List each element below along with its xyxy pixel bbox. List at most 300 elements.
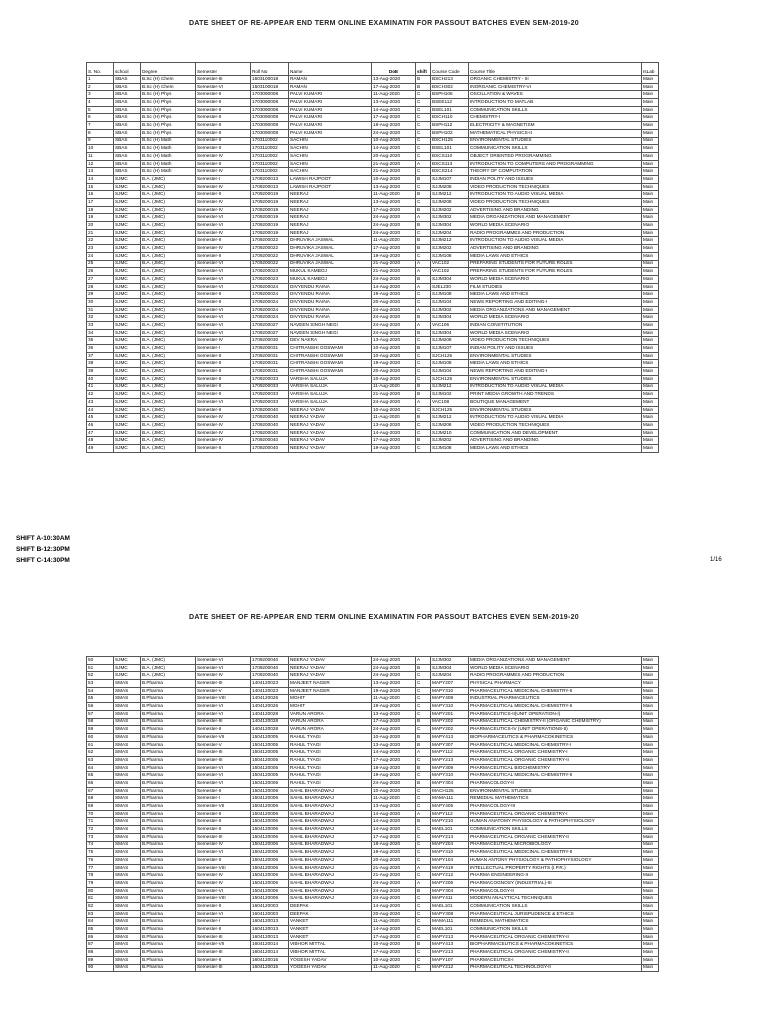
cell-shift: C bbox=[416, 406, 431, 414]
cell-course-title: COMMUNICATION AND DEVELOPMENT bbox=[469, 429, 642, 437]
cell-semester: Semester-II bbox=[196, 137, 251, 145]
cell-doe: 10-Aug-2020 bbox=[372, 787, 416, 795]
cell-school: SJMC bbox=[114, 383, 141, 391]
cell-sno: 6 bbox=[87, 114, 114, 122]
cell-roll-no: 1709200040 bbox=[251, 657, 289, 665]
cell-semester: Semester-VIII bbox=[196, 695, 251, 703]
cell-semester: Semester-II bbox=[196, 237, 251, 245]
table-row bbox=[87, 887, 659, 895]
cell-islab: Main bbox=[642, 664, 659, 672]
table-row bbox=[87, 99, 659, 107]
cell-shift: C bbox=[416, 856, 431, 864]
cell-degree: B.A. (JMC) bbox=[141, 368, 196, 376]
cell-shift: A bbox=[416, 398, 431, 406]
cell-semester: Semester-II bbox=[196, 810, 251, 818]
cell-course-title: INTRODUCTION TO COMPUTERS AND PROGRAMMING bbox=[469, 160, 642, 168]
document-page-2 bbox=[0, 600, 768, 1024]
cell-roll-no: 1404120028 bbox=[251, 710, 289, 718]
cell-sno: 29 bbox=[87, 291, 114, 299]
cell-islab: Main bbox=[642, 895, 659, 903]
cell-school: SMAS bbox=[114, 764, 141, 772]
cell-name: CHITRANSHI GOSWAMI bbox=[289, 368, 372, 376]
cell-semester: Semester-III bbox=[196, 680, 251, 688]
cell-sno: 50 bbox=[87, 657, 114, 665]
cell-course-title: VIDEO PRODUCTION TECHNIQUES bbox=[469, 337, 642, 345]
cell-doe: 24-Aug-2020 bbox=[372, 329, 416, 337]
cell-roll-no: 1504120005 bbox=[251, 733, 289, 741]
cell-roll-no: 1709200033 bbox=[251, 398, 289, 406]
cell-course-code: MAPY112 bbox=[431, 810, 469, 818]
cell-shift: C bbox=[416, 910, 431, 918]
table-row bbox=[87, 83, 659, 91]
cell-course-title: MEDIA ORGANIZATIONS AND MANAGEMENT bbox=[469, 306, 642, 314]
cell-shift: C bbox=[416, 199, 431, 207]
cell-course-title: THEORY OF COMPUTATION bbox=[469, 168, 642, 176]
cell-course-title: ENVIRONMENTAL STUDIES bbox=[469, 406, 642, 414]
cell-semester: Semester-II bbox=[196, 726, 251, 734]
cell-islab: Main bbox=[642, 237, 659, 245]
cell-course-title: PHARMACEUTICAL MEDICINAL CHEMISTRY-II bbox=[469, 772, 642, 780]
cell-school: SMAS bbox=[114, 718, 141, 726]
cell-islab: Main bbox=[642, 252, 659, 260]
cell-sno: 88 bbox=[87, 949, 114, 957]
cell-course-title: WORLD MEDIA SCENARIO bbox=[469, 329, 642, 337]
cell-course-code: SJJM102 bbox=[431, 391, 469, 399]
table-row bbox=[87, 368, 659, 376]
cell-sno: 65 bbox=[87, 772, 114, 780]
table-row bbox=[87, 406, 659, 414]
cell-islab: Main bbox=[642, 695, 659, 703]
cell-sno: 41 bbox=[87, 383, 114, 391]
table-row bbox=[87, 680, 659, 688]
cell-shift: C bbox=[416, 687, 431, 695]
cell-sno: 9 bbox=[87, 137, 114, 145]
cell-shift: C bbox=[416, 756, 431, 764]
cell-semester: Semester-II bbox=[196, 826, 251, 834]
cell-degree: B.Sc (H) Phys bbox=[141, 122, 196, 130]
cell-semester: Semester-VI bbox=[196, 657, 251, 665]
cell-course-title: INDIAN POLITY AND ISSUES bbox=[469, 175, 642, 183]
table-row bbox=[87, 329, 659, 337]
cell-degree: B.A. (JMC) bbox=[141, 329, 196, 337]
cell-school: SMAS bbox=[114, 964, 141, 972]
cell-course-title: PHARMACEUTICAL MEDICINAL CHEMISTRY-II bbox=[469, 849, 642, 857]
cell-semester: Semester-II bbox=[196, 818, 251, 826]
cell-course-code: SJJM104 bbox=[431, 298, 469, 306]
cell-course-title: ENVIRONMENTAL STUDIES bbox=[469, 137, 642, 145]
cell-course-title: ADVERTISING AND BRANDING bbox=[469, 245, 642, 253]
cell-islab: Main bbox=[642, 352, 659, 360]
cell-degree: B.Pharma bbox=[141, 733, 196, 741]
cell-name: RAHUL TYAGI bbox=[289, 733, 372, 741]
table-row bbox=[87, 949, 659, 957]
cell-roll-no: 1504120006 bbox=[251, 826, 289, 834]
cell-school: SMAS bbox=[114, 879, 141, 887]
cell-semester: Semester-IV bbox=[196, 337, 251, 345]
cell-sno: 53 bbox=[87, 680, 114, 688]
cell-degree: B.A. (JMC) bbox=[141, 437, 196, 445]
cell-course-code: MAPY413 bbox=[431, 941, 469, 949]
cell-course-title: HUMAN ANTONY PHYSIOLOGY & PATHOPHYSIOLOGY bbox=[469, 856, 642, 864]
cell-roll-no: 1709200024 bbox=[251, 306, 289, 314]
cell-semester: Semester-VI bbox=[196, 780, 251, 788]
cell-islab: Main bbox=[642, 383, 659, 391]
cell-school: SMAS bbox=[114, 887, 141, 895]
cell-roll-no: 1709200013 bbox=[251, 175, 289, 183]
table-row bbox=[87, 76, 659, 84]
cell-sno: 77 bbox=[87, 864, 114, 872]
cell-shift: B bbox=[416, 206, 431, 214]
cell-sno: 73 bbox=[87, 833, 114, 841]
cell-semester: Semester-II bbox=[196, 383, 251, 391]
cell-name: SAHIL BHARADWAJ bbox=[289, 810, 372, 818]
cell-school: SMAS bbox=[114, 895, 141, 903]
cell-course-title: PHARMACOLOGY-II bbox=[469, 780, 642, 788]
cell-doe: 11-Aug-2020 bbox=[372, 383, 416, 391]
table-row bbox=[87, 841, 659, 849]
table-row bbox=[87, 375, 659, 383]
table-row bbox=[87, 137, 659, 145]
cell-course-code: SJCH125 bbox=[431, 352, 469, 360]
cell-islab: Main bbox=[642, 214, 659, 222]
cell-course-title: OSCILLATION & WAVES bbox=[469, 91, 642, 99]
cell-name: NEERAJ YADAV bbox=[289, 445, 372, 453]
cell-semester: Semester-II bbox=[196, 114, 251, 122]
cell-name: VARUN ARORA bbox=[289, 718, 372, 726]
cell-doe: 13-Aug-2020 bbox=[372, 199, 416, 207]
cell-roll-no: 1504120006 bbox=[251, 887, 289, 895]
cell-islab: Main bbox=[642, 926, 659, 934]
cell-degree: B.Sc (H) Phys bbox=[141, 129, 196, 137]
cell-roll-no: 1709200013 bbox=[251, 183, 289, 191]
cell-roll-no: 1504120005 bbox=[251, 741, 289, 749]
cell-name: SACHIN bbox=[289, 160, 372, 168]
cell-roll-no: 1504120006 bbox=[251, 787, 289, 795]
cell-course-title: COMMUNICATION SKILLS bbox=[469, 106, 642, 114]
table-row bbox=[87, 856, 659, 864]
cell-semester: Semester-IV bbox=[196, 672, 251, 680]
cell-sno: 57 bbox=[87, 710, 114, 718]
cell-shift: C bbox=[416, 803, 431, 811]
cell-sno: 83 bbox=[87, 910, 114, 918]
cell-doe: 14-Aug-2020 bbox=[372, 810, 416, 818]
cell-roll-no: 1504120006 bbox=[251, 872, 289, 880]
cell-roll-no: 1703090008 bbox=[251, 99, 289, 107]
cell-islab: Main bbox=[642, 368, 659, 376]
cell-doe: 14-Aug-2020 bbox=[372, 106, 416, 114]
cell-semester: Semester-VI bbox=[196, 260, 251, 268]
cell-name: NEERAJ YADAV bbox=[289, 429, 372, 437]
cell-school: SJMC bbox=[114, 368, 141, 376]
table-row bbox=[87, 291, 659, 299]
cell-shift: B bbox=[416, 345, 431, 353]
cell-sno: 39 bbox=[87, 368, 114, 376]
cell-degree: B.Pharma bbox=[141, 949, 196, 957]
cell-degree: B.Pharma bbox=[141, 933, 196, 941]
cell-shift: B bbox=[416, 664, 431, 672]
cell-course-code: SJJM108 bbox=[431, 445, 469, 453]
cell-name: CHITRANSHI GOSWAMI bbox=[289, 360, 372, 368]
cell-sno: 87 bbox=[87, 941, 114, 949]
cell-school: SMAS bbox=[114, 772, 141, 780]
cell-course-code: MAPY207 bbox=[431, 680, 469, 688]
cell-course-code: SJJM208 bbox=[431, 337, 469, 345]
cell-islab: Main bbox=[642, 91, 659, 99]
cell-doe: 24-Aug-2020 bbox=[372, 879, 416, 887]
cell-course-code: VAC102 bbox=[431, 260, 469, 268]
cell-shift: C bbox=[416, 421, 431, 429]
header-school: school bbox=[114, 63, 141, 76]
cell-school: SMAS bbox=[114, 818, 141, 826]
cell-school: SMAS bbox=[114, 903, 141, 911]
cell-sno: 58 bbox=[87, 718, 114, 726]
cell-name: VANKET bbox=[289, 933, 372, 941]
cell-shift: A bbox=[416, 749, 431, 757]
cell-course-title: PHARMACEUTICAL MICROBIOLOGY bbox=[469, 841, 642, 849]
cell-roll-no: 1709200022 bbox=[251, 245, 289, 253]
cell-shift: C bbox=[416, 903, 431, 911]
cell-name: SAHIL BHARADWAJ bbox=[289, 895, 372, 903]
cell-sno: 19 bbox=[87, 214, 114, 222]
cell-shift: B bbox=[416, 718, 431, 726]
table-body bbox=[87, 76, 659, 453]
cell-degree: B.A. (JMC) bbox=[141, 421, 196, 429]
cell-degree: B.A. (JMC) bbox=[141, 306, 196, 314]
cell-degree: B.Pharma bbox=[141, 680, 196, 688]
cell-sno: 40 bbox=[87, 375, 114, 383]
cell-sno: 11 bbox=[87, 152, 114, 160]
cell-course-code: MAPY212 bbox=[431, 964, 469, 972]
cell-islab: Main bbox=[642, 145, 659, 153]
cell-course-code: MAPY112 bbox=[431, 749, 469, 757]
cell-sno: 17 bbox=[87, 199, 114, 207]
cell-degree: B.A. (JMC) bbox=[141, 322, 196, 330]
table-row bbox=[87, 337, 659, 345]
cell-doe: 14-Aug-2020 bbox=[372, 429, 416, 437]
header-degree: Degree bbox=[141, 63, 196, 76]
cell-roll-no: 1404120028 bbox=[251, 718, 289, 726]
header-course-code: Course Code bbox=[431, 63, 469, 76]
cell-course-code: SJJM212 bbox=[431, 414, 469, 422]
cell-shift: C bbox=[416, 229, 431, 237]
cell-shift: C bbox=[416, 252, 431, 260]
cell-degree: B.Pharma bbox=[141, 856, 196, 864]
cell-course-title: BOUTIQUE MANAGEMENT bbox=[469, 398, 642, 406]
table-row bbox=[87, 275, 659, 283]
cell-course-code: BSCH302 bbox=[431, 83, 469, 91]
cell-shift: A bbox=[416, 214, 431, 222]
cell-islab: Main bbox=[642, 199, 659, 207]
cell-school: SJMC bbox=[114, 275, 141, 283]
table-row bbox=[87, 183, 659, 191]
cell-sno: 64 bbox=[87, 764, 114, 772]
cell-roll-no: 1504120005 bbox=[251, 756, 289, 764]
cell-course-title: WORLD MEDIA SCENARIO bbox=[469, 222, 642, 230]
cell-sno: 62 bbox=[87, 749, 114, 757]
cell-course-title: ADVERTISING AND BRANDING bbox=[469, 437, 642, 445]
cell-course-code: SJJM302 bbox=[431, 214, 469, 222]
cell-doe: 10-Aug-2020 bbox=[372, 733, 416, 741]
table-row bbox=[87, 910, 659, 918]
cell-degree: B.A. (JMC) bbox=[141, 383, 196, 391]
cell-course-title: PHARMACEUTICAL ORGANIC CHEMISTRY-II bbox=[469, 833, 642, 841]
cell-course-code: SJJM108 bbox=[431, 360, 469, 368]
cell-school: SMAS bbox=[114, 849, 141, 857]
cell-degree: B.A. (JMC) bbox=[141, 222, 196, 230]
cell-islab: Main bbox=[642, 726, 659, 734]
cell-course-title: PHARMACEUTICAL ORGANIC CHEMISTRY-I bbox=[469, 749, 642, 757]
cell-islab: Main bbox=[642, 741, 659, 749]
cell-semester: Semester-VII bbox=[196, 941, 251, 949]
cell-semester: Semester-VI bbox=[196, 275, 251, 283]
table-row bbox=[87, 849, 659, 857]
table-row bbox=[87, 818, 659, 826]
cell-islab: Main bbox=[642, 398, 659, 406]
table-row bbox=[87, 383, 659, 391]
cell-degree: B.Pharma bbox=[141, 849, 196, 857]
cell-course-title: INTRODUCTION TO AUDIO VISUAL MEDIA bbox=[469, 237, 642, 245]
cell-name: VIBHOR MITTAL bbox=[289, 941, 372, 949]
cell-roll-no: 1703110002 bbox=[251, 168, 289, 176]
cell-islab: Main bbox=[642, 329, 659, 337]
cell-school: SMAS bbox=[114, 956, 141, 964]
cell-course-title: ENVIRONMENTAL STUDIES bbox=[469, 375, 642, 383]
cell-doe: 24-Aug-2020 bbox=[372, 214, 416, 222]
cell-sno: 4 bbox=[87, 99, 114, 107]
cell-degree: B.A. (JMC) bbox=[141, 252, 196, 260]
cell-sno: 37 bbox=[87, 352, 114, 360]
cell-name: SAHIL BHARADWAJ bbox=[289, 826, 372, 834]
cell-name: RAHUL TYAGI bbox=[289, 764, 372, 772]
cell-shift: B bbox=[416, 818, 431, 826]
cell-school: SJMC bbox=[114, 322, 141, 330]
cell-degree: B.A. (JMC) bbox=[141, 206, 196, 214]
cell-name: VARSHA SALUJA bbox=[289, 398, 372, 406]
cell-school: SJMC bbox=[114, 406, 141, 414]
cell-semester: Semester-VI bbox=[196, 329, 251, 337]
table-row bbox=[87, 445, 659, 453]
cell-semester: Semester-I bbox=[196, 175, 251, 183]
cell-school: SJMC bbox=[114, 260, 141, 268]
shift-timings bbox=[16, 533, 70, 566]
cell-islab: Main bbox=[642, 787, 659, 795]
cell-degree: B.Pharma bbox=[141, 872, 196, 880]
cell-islab: Main bbox=[642, 803, 659, 811]
cell-roll-no: 1504120006 bbox=[251, 841, 289, 849]
cell-course-code: MAPY310 bbox=[431, 687, 469, 695]
cell-doe: 21-Aug-2020 bbox=[372, 168, 416, 176]
cell-school: SJMC bbox=[114, 429, 141, 437]
cell-school: SBAS bbox=[114, 114, 141, 122]
cell-semester: Semester-IV bbox=[196, 245, 251, 253]
cell-school: SMAS bbox=[114, 856, 141, 864]
table-row bbox=[87, 872, 659, 880]
cell-degree: B.Pharma bbox=[141, 910, 196, 918]
cell-doe: 11-Aug-2020 bbox=[372, 918, 416, 926]
table-row bbox=[87, 733, 659, 741]
cell-school: SJMC bbox=[114, 391, 141, 399]
cell-name: NEERAJ bbox=[289, 199, 372, 207]
cell-course-title: PHARMACOLOGY-II bbox=[469, 887, 642, 895]
cell-course-code: SJJM210 bbox=[431, 429, 469, 437]
cell-sno: 15 bbox=[87, 183, 114, 191]
cell-course-code: MAPY304 bbox=[431, 780, 469, 788]
cell-name: NEERAJ YADAV bbox=[289, 414, 372, 422]
cell-school: SMAS bbox=[114, 710, 141, 718]
cell-shift: C bbox=[416, 926, 431, 934]
cell-islab: Main bbox=[642, 864, 659, 872]
cell-course-code: MAPY202 bbox=[431, 718, 469, 726]
cell-course-code: MAPY213 bbox=[431, 756, 469, 764]
cell-doe: 19-Aug-2020 bbox=[372, 360, 416, 368]
cell-course-title: NEWS REPORTING AND EDITING-I bbox=[469, 298, 642, 306]
cell-course-code: MAPY210 bbox=[431, 818, 469, 826]
cell-name: SAHIL BHARADWAJ bbox=[289, 887, 372, 895]
cell-degree: B.Pharma bbox=[141, 879, 196, 887]
cell-course-title: PHARMACEUTICAL ORGANIC CHEMISTRY-II bbox=[469, 756, 642, 764]
cell-name: MOHIT bbox=[289, 703, 372, 711]
table-row bbox=[87, 695, 659, 703]
cell-degree: B.A. (JMC) bbox=[141, 360, 196, 368]
cell-shift: A bbox=[416, 160, 431, 168]
cell-semester: Semester-VI bbox=[196, 314, 251, 322]
cell-sno: 42 bbox=[87, 391, 114, 399]
table-row bbox=[87, 152, 659, 160]
cell-degree: B.Pharma bbox=[141, 749, 196, 757]
cell-shift: A bbox=[416, 322, 431, 330]
cell-doe: 13-Aug-2020 bbox=[372, 421, 416, 429]
cell-islab: Main bbox=[642, 106, 659, 114]
header-sno: S. No. bbox=[87, 63, 114, 76]
cell-sno: 28 bbox=[87, 283, 114, 291]
cell-shift: C bbox=[416, 872, 431, 880]
cell-course-title: PREPARING STUDENTS FOR FUTURE ROLES bbox=[469, 268, 642, 276]
shift-b-label: SHIFT B-12:30PM bbox=[16, 546, 70, 553]
cell-islab: Main bbox=[642, 206, 659, 214]
cell-school: SJMC bbox=[114, 352, 141, 360]
table-row bbox=[87, 421, 659, 429]
cell-roll-no: 1504120006 bbox=[251, 833, 289, 841]
cell-name: MANJEET NAGER bbox=[289, 687, 372, 695]
cell-sno: 33 bbox=[87, 322, 114, 330]
cell-semester: Semester-III bbox=[196, 964, 251, 972]
cell-shift: C bbox=[416, 91, 431, 99]
cell-sno: 25 bbox=[87, 260, 114, 268]
cell-course-code: SJJM208 bbox=[431, 199, 469, 207]
cell-doe: 19-Aug-2020 bbox=[372, 687, 416, 695]
cell-name: DHRUVIKA JASWAL bbox=[289, 237, 372, 245]
cell-islab: Main bbox=[642, 322, 659, 330]
cell-shift: C bbox=[416, 710, 431, 718]
page-title-2: DATE SHEET OF RE-APPEAR END TERM ONLINE EXAMINATIN FOR PASSOUT BATCHES EVEN SEM-2019-20 bbox=[188, 614, 579, 621]
cell-semester: Semester-V bbox=[196, 741, 251, 749]
cell-school: SBAS bbox=[114, 76, 141, 84]
cell-doe: 18-Aug-2020 bbox=[372, 122, 416, 130]
cell-shift: C bbox=[416, 895, 431, 903]
cell-roll-no: 1703110002 bbox=[251, 152, 289, 160]
cell-sno: 56 bbox=[87, 703, 114, 711]
cell-sno: 89 bbox=[87, 956, 114, 964]
table-row bbox=[87, 956, 659, 964]
table-row bbox=[87, 414, 659, 422]
cell-roll-no: 1709200024 bbox=[251, 314, 289, 322]
cell-course-code: MAPY413 bbox=[431, 733, 469, 741]
table-row bbox=[87, 803, 659, 811]
cell-degree: B.A. (JMC) bbox=[141, 429, 196, 437]
cell-school: SJMC bbox=[114, 437, 141, 445]
cell-course-code: MAPY308 bbox=[431, 910, 469, 918]
cell-course-code: MAEL101 bbox=[431, 826, 469, 834]
